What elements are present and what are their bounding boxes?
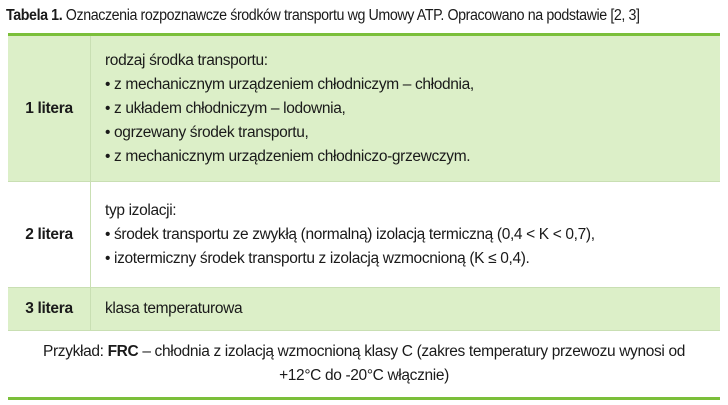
atp-markings-table	[8, 33, 720, 397]
row-description-line: rodzaj środka transportu:	[105, 51, 268, 69]
row-description-line: • izotermiczny środek transportu z izolacją wzmocnioną (K ≤ 0,4).	[105, 249, 530, 267]
example-row	[8, 330, 720, 397]
row-description-line: klasa temperaturowa	[105, 300, 243, 317]
row-key: 1 litera	[8, 36, 91, 181]
table-row	[8, 181, 720, 287]
table-bottom-rule	[8, 397, 720, 400]
table-caption-text: Oznaczenia rozpoznawcze środków transportu wg Umowy ATP. Opracowano na podstawie [2, 3]	[65, 7, 640, 24]
row-key: 3 litera	[8, 288, 91, 330]
row-description-line: • środek transportu ze zwykłą (normalną) izolacją termiczną (0,4 < K < 0,7),	[105, 225, 595, 243]
example-description: – chłodnia z izolacją wzmocnioną klasy C (zakres temperatury przewozu wynosi od +12°C do -20°C włącznie)	[138, 343, 685, 384]
row-key: 2 litera	[8, 182, 91, 287]
row-description	[91, 288, 720, 330]
row-description	[91, 182, 720, 287]
example-code: FRC	[107, 343, 139, 360]
row-description-line: • z układem chłodniczym – lodownia,	[105, 99, 346, 117]
row-description	[91, 36, 720, 181]
row-description-line: • z mechanicznym urządzeniem chłodniczo-grzewczym.	[105, 147, 471, 165]
example-text	[8, 331, 720, 397]
row-description-line: • ogrzewany środek transportu,	[105, 123, 309, 141]
table-caption	[6, 4, 640, 28]
table-caption-label: Tabela 1.	[6, 7, 63, 24]
row-description-line: typ izolacji:	[105, 201, 177, 219]
example-prefix: Przykład:	[43, 343, 108, 360]
table-row	[8, 287, 720, 330]
table-row	[8, 36, 720, 181]
row-description-line: • z mechanicznym urządzeniem chłodniczym – chłodnia,	[105, 75, 474, 93]
